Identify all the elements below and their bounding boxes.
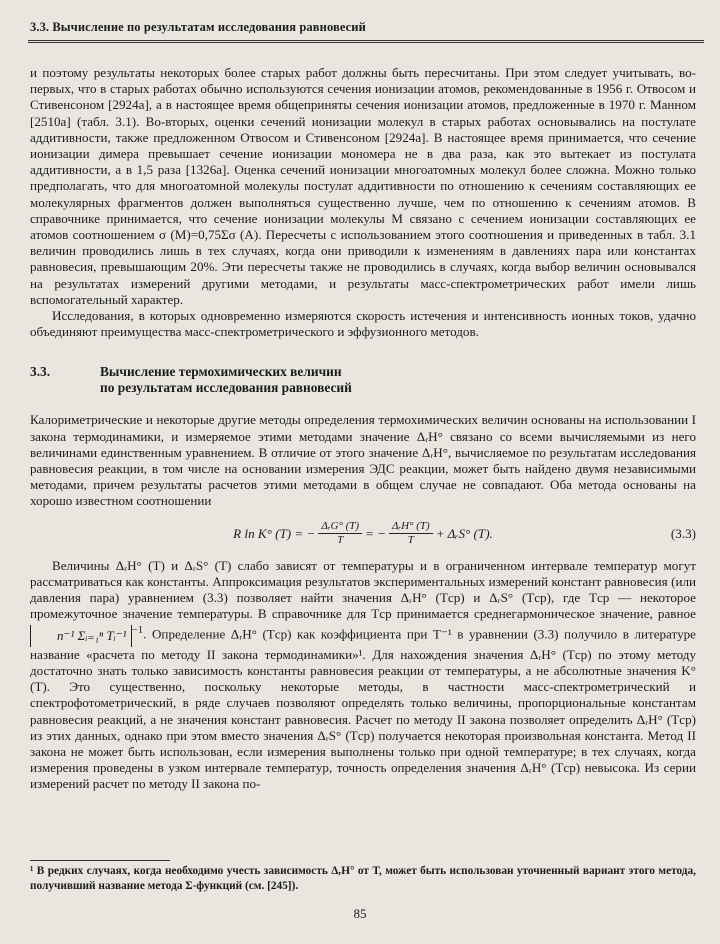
section-title-line1: Вычисление термохимических величин (100, 364, 342, 380)
section-number: 3.3. (30, 364, 51, 380)
fraction-numerator: ΔᵣG° (T) (318, 520, 362, 534)
formula-rhs: + ΔᵣS° (T). (435, 525, 493, 541)
formula-fraction-enthalpy (389, 520, 433, 547)
paragraph-effusion: Исследования, в которых одновременно измеряются скорость истечения и интенсивность ионных токов, удачно объединяют преимущества масс-спектрометрического и эффузионного методов. (30, 308, 696, 340)
paragraph-main-part1: Величины ΔᵣH° (T) и ΔᵣS° (T) слабо зависят от температуры и в ограниченном интервале температур могут рассматриваться как константы. Аппроксимация результатов экспериментальных измерений констант равновесия (или давления пара) уравнением (3.3) позволяет найти значения ΔᵣH° (Tср) и ΔᵣS° (Tср), где Tср — некоторое промежуточное значение температуры. В справочнике для Tср принимается среднегармоническое значение, равное (30, 557, 696, 622)
section-title-line2: по результатам исследования равновесий (100, 380, 352, 396)
body-text (30, 65, 696, 793)
paragraph-main-part2: . Определение ΔᵣH° (Tср) как коэффициента при T⁻¹ в уравнении (3.3) получило в литературе название «расчета по методу II закона термодинамики»¹. Для нахождения значения ΔᵣH° (Tср) по этому методу достаточно знать только зависимость константы равновесия реакции от температуры, а не абсолютные значения K° (T). Это существенно, поскольку некоторые методы, в частности масс-спектрометрический и спектрофотометрический, в ряде случаев позволяют определять только величины, пропорциональные константам равновесия реакций, а не значения констант равновесия. Расчет по методу II закона позволяет определить ΔᵣH° (Tср) из этих данных, однако при этом вместо значения ΔᵣS° (Tср) получается некоторая произвольная константа. Метод II закона не может быть использован, если измерения выполнены только при одной температуре; в тех случаях, когда измерения проведены в узком интервале температур, точность определения значения ΔᵣH° (Tср) невысока. Из серии измерений расчет по методу II закона по- (30, 626, 696, 792)
fraction-denominator: T (407, 534, 414, 547)
paragraph-continued: и поэтому результаты некоторых более старых работ должны быть пересчитаны. При этом следует учитывать, во-первых, что в старых работах обычно используются сечения ионизации атомов, рекомендованные в 1956 г. Отвосом и Стивенсоном [2924а], а в настоящее время общеприняты сечения ионизации атомов, предложенные в 1970 г. Манном [2510а] (табл. 3.1). Во-вторых, оценки сечений ионизации молекул в старых работах основывались на постулате аддитивности, также предложенном Отвосом и Стивенсоном [2924а]. В настоящее время принимается, что сечение ионизации димера превышает сечение ионизации мономера не в два раза, как это вытекает из постулата аддитивности, а в 1,5 раза [1326а]. Оценка сечений ионизации многоатомных молекул более сложна. Можно только предполагать, что для многоатомной молекулы постулат аддитивности по отношению к сечениям составляющих ее молекулярных фрагментов должен выполняться существенно лучше, чем по отношению к сечениям атомов. В справочнике принимается, что сечение ионизации молекулы М связано с сечением ионизации составляющих ее атомов соотношением σ (М)=0,75Σσ (А). Пересчеты с использованием этого соотношения и приведенных в табл. 3.1 величин проводились лишь в тех случаях, когда они приводили к изменениям в давлениях пара или константах равновесия, превышающим 20%. Эти пересчеты также не проводились в случаях, когда выбор величин основывался на результатах измерений другими методами, и результаты масс-спектрометрических работ имели лишь вспомогательный характер. (30, 65, 696, 307)
equation-3-3 (30, 514, 696, 554)
paragraph-intro: Калориметрические и некоторые другие методы определения термохимических величин основаны на использовании I закона термодинамики, и измеряемое этими методами значение ΔᵣH° связано со всеми вычисляемыми из него величинами единственным уравнением. В отличие от этого значение ΔᵣH°, вычисляемое по результатам исследования равновесия реакции, в том числе на основании измерения ЭДС реакции, может быть найдено двумя независимыми методами, причем результаты расчетов этими методами в общем случае не совпадают. Оба метода основаны на хорошо известном соотношении (30, 412, 696, 509)
formula-fraction-gibbs (318, 520, 362, 547)
section-heading (30, 364, 696, 396)
formula-mid: = − (365, 525, 387, 541)
header-rule (28, 40, 704, 43)
page-number: 85 (353, 906, 367, 921)
bracket-exponent: −1 (131, 624, 144, 637)
paragraph-main (30, 558, 696, 793)
footnote: ¹ В редких случаях, когда необходимо учесть зависимость ΔᵣH° от T, может быть использован уточненный вариант этого метода, получивший название метода Σ-функций (см. [245]). (30, 865, 696, 892)
formula-lhs: R ln K° (T) = − (233, 525, 316, 541)
equation-number: (3.3) (670, 525, 696, 541)
section-title (100, 364, 352, 396)
running-head: 3.3. Вычисление по результатам исследования равновесий (30, 20, 366, 34)
harmonic-mean-expression: n⁻¹ Σᵢ₌₁ⁿ Tᵢ⁻¹ (30, 625, 132, 647)
fraction-numerator: ΔᵣH° (T) (389, 520, 433, 534)
fraction-denominator: T (337, 534, 344, 547)
footnote-rule (30, 860, 170, 861)
